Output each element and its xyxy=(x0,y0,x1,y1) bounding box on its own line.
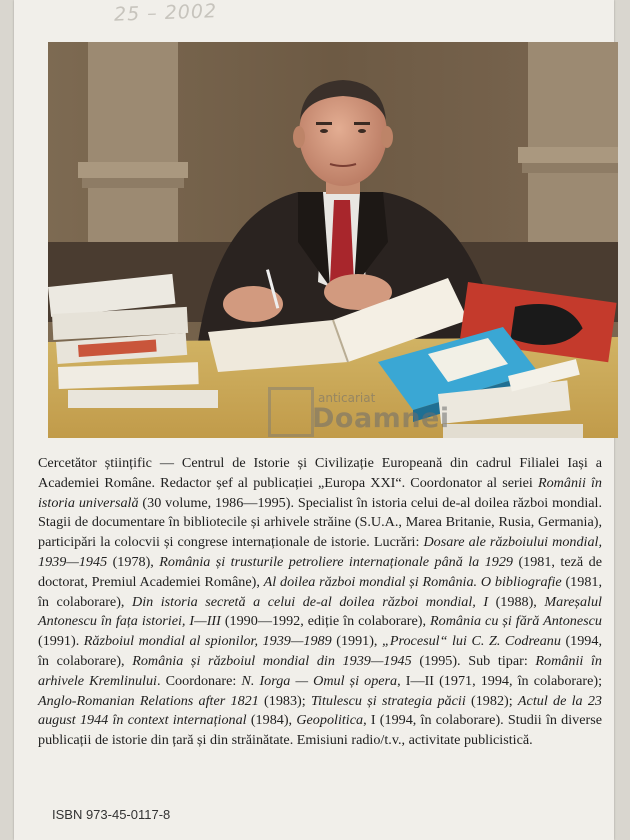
bio-text: (1982); xyxy=(465,692,518,709)
bio-text: (1991). xyxy=(38,633,84,650)
bio-work-title: Dosare ale războiului mondial, 1939—1945 xyxy=(38,534,603,570)
isbn-number: ISBN 973-45-0117-8 xyxy=(52,807,171,822)
bio-work-title: România și trusturile petroliere internaționale până la 1929 xyxy=(159,553,513,570)
bio-text: (1991), xyxy=(331,633,382,650)
bio-text: . Coordonare: xyxy=(157,672,242,689)
bio-text: (1994, în colaborare), xyxy=(38,633,602,669)
book-back-cover xyxy=(14,0,614,840)
bio-work-title: Geopolitica xyxy=(296,712,364,729)
bio-text: (1995). Sub tipar: xyxy=(411,652,536,669)
bio-work-title: Războiul mondial al spionilor, 1939—1989 xyxy=(83,633,332,650)
bio-text: (1990—1992, ediție în colaborare), xyxy=(220,613,431,630)
bio-work-title: Actul de la 23 august 1944 în context internațional xyxy=(38,692,602,729)
bio-text: (1978), xyxy=(107,553,160,570)
author-biography xyxy=(38,454,602,751)
bio-work-title: Românii în istoria universală xyxy=(38,474,602,511)
bio-text: (1984), xyxy=(246,712,297,729)
bio-work-title: Titulescu și strategia păcii xyxy=(310,692,466,709)
bio-work-title: Al doilea război mondial și România. O bibliografie xyxy=(263,573,562,590)
bio-work-title: „Procesul“ lui C. Z. Codreanu xyxy=(382,633,561,650)
watermark-brand-text: Doamnei xyxy=(312,403,450,434)
watermark xyxy=(268,387,450,438)
bio-text: (30 volume, 1986—1995). Specialist în istoria celui de-al doilea război mondial. Stagii de documentare în bibliotecile și arhivele străine (S.U.A., Marea Britanie, Rusia, Germania), participări la colocvii și congrese internaționale de istorie. Lucrări: xyxy=(38,494,602,551)
watermark-logo xyxy=(268,387,314,437)
watermark-small-text: anticariat xyxy=(318,391,376,405)
bio-text: Cercetător științific — Centrul de Istorie și Civilizație Europeană din cadrul Filialei Iași a Academiei Române. Redactor șef al publicației „Europa XXI“. Coordonator al seriei xyxy=(38,455,602,491)
bio-work-title: Anglo-Romanian Relations after 1821 xyxy=(38,692,259,709)
bio-work-title: România cu și fără Antonescu xyxy=(430,613,602,630)
bio-text: (1981, teză de doctorat, Premiul Academiei Române), xyxy=(38,553,602,590)
bio-text: (1988), xyxy=(488,593,545,610)
bio-work-title: Mareșalul Antonescu în fața istoriei, I—III xyxy=(38,593,602,630)
bio-text: (1983); xyxy=(258,692,311,709)
bio-work-title: N. Iorga — Omul și opera xyxy=(241,672,398,689)
bio-text: (1981, în colaborare), xyxy=(38,573,602,610)
bio-work-title: Din istoria secretă a celui de-al doilea război mondial, I xyxy=(132,593,489,610)
bio-text: , I—II (1971, 1994, în colaborare); xyxy=(397,672,603,689)
author-photo-illustration xyxy=(48,42,618,438)
handwritten-note: 25 – 2002 xyxy=(113,0,218,26)
bio-work-title: România și războiul mondial din 1939—1945 xyxy=(132,652,412,669)
bio-text: , I (1994, în colaborare). Studii în diverse publicații de istorie din țară și din străinătate. Emisiuni radio/t.v., activitate publicistică. xyxy=(38,712,603,749)
bio-work-title: Românii în arhivele Kremlinului xyxy=(38,652,602,689)
left-column xyxy=(88,42,178,272)
author-photo xyxy=(48,42,618,438)
